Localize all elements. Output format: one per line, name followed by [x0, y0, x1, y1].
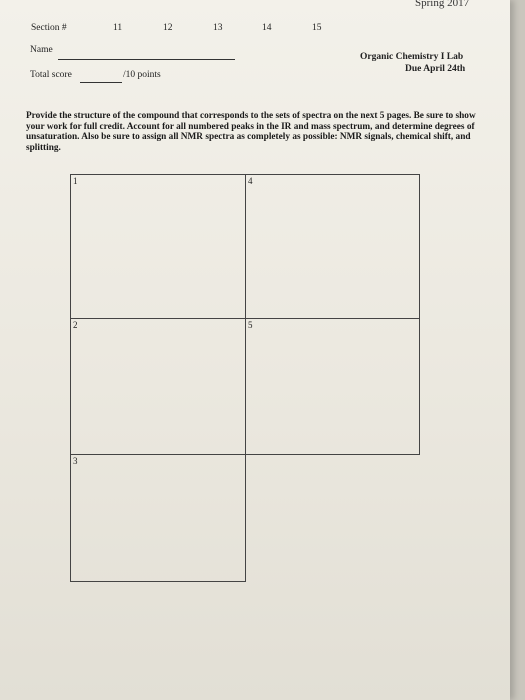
section-label: Section # [31, 23, 67, 33]
section-number-14: 14 [262, 23, 272, 33]
answer-box-3[interactable] [70, 454, 246, 582]
instructions-text: Provide the structure of the compound that corresponds to the sets of spectra on the next 5 pages. Be sure to show your work for full credit. Account for all numbered peaks in the IR and mass spectrum, and determine degrees of unsaturation. Also be sure to assign all NMR spectra as completely as possible: NMR signals, chemical shift, and splitting. [26, 111, 476, 153]
answer-box-label: 2 [73, 320, 78, 330]
name-label: Name [30, 45, 53, 55]
answer-grid [70, 174, 420, 582]
course-title: Organic Chemistry I Lab [360, 52, 464, 62]
section-number-13: 13 [213, 23, 223, 33]
answer-box-4[interactable] [245, 174, 420, 319]
section-number-12: 12 [163, 23, 173, 33]
answer-box-2[interactable] [70, 318, 246, 455]
answer-box-label: 3 [73, 456, 78, 466]
total-score-label: Total score [30, 70, 72, 80]
answer-box-label: 5 [248, 320, 253, 330]
section-number-11: 11 [113, 23, 123, 33]
total-points: /10 points [123, 70, 161, 80]
answer-box-label: 1 [73, 176, 78, 186]
answer-box-label: 4 [248, 176, 253, 186]
section-number-15: 15 [312, 23, 322, 33]
due-date: Due April 24th [405, 64, 466, 74]
answer-box-1[interactable] [70, 174, 246, 319]
semester-label: Spring 2017 [415, 0, 470, 9]
answer-box-5[interactable] [245, 318, 420, 455]
total-score-field[interactable] [80, 82, 122, 83]
name-field[interactable] [58, 59, 235, 60]
